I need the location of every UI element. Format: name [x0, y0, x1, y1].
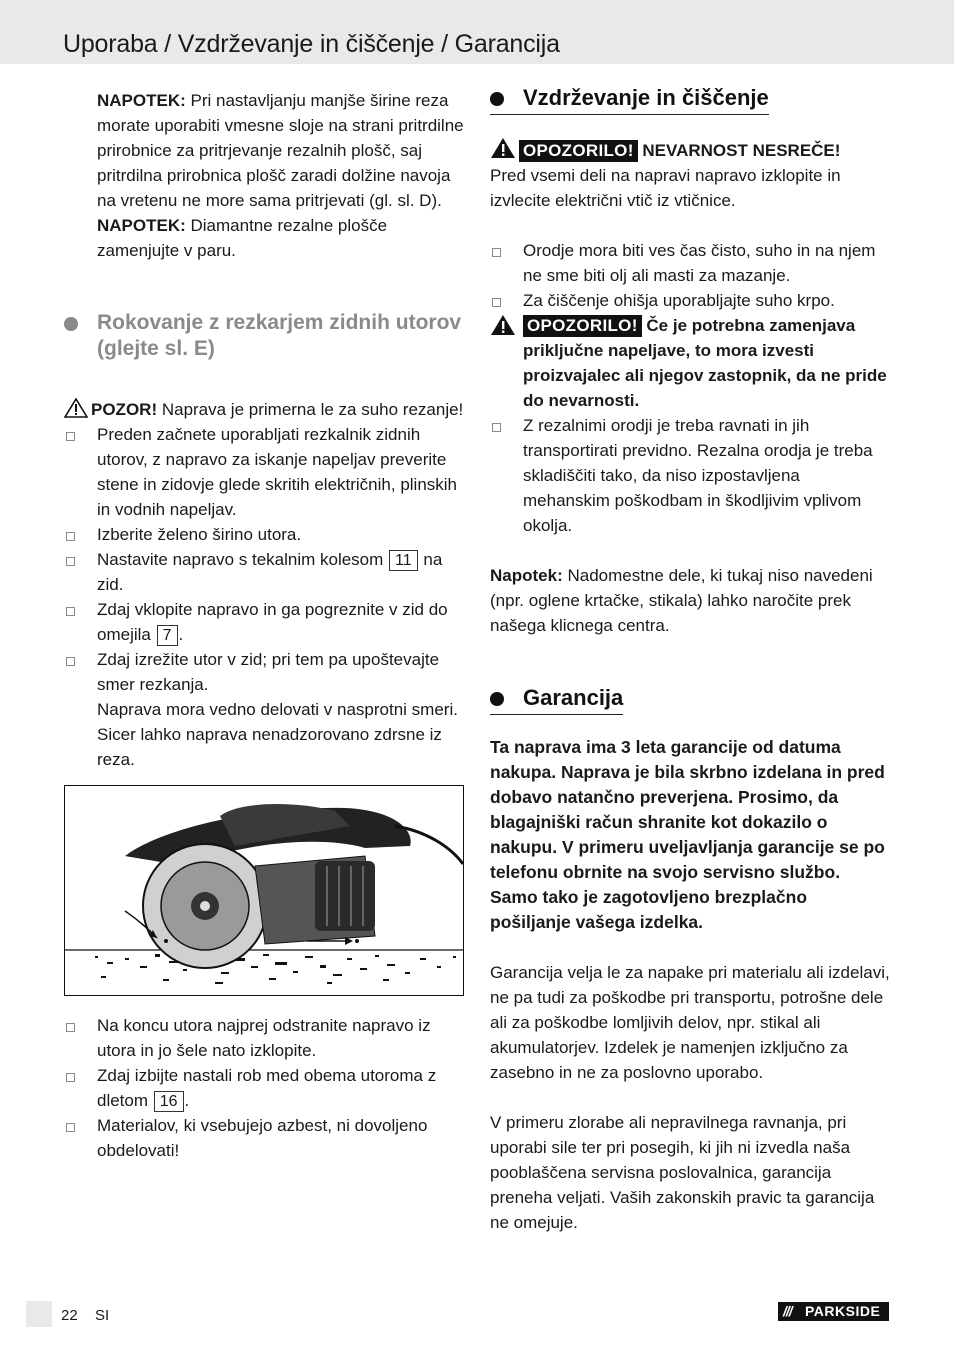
warning-text: Pred vsemi deli na napravi napravo izklopite in izvlecite električni vtič iz vtičnice. [490, 166, 841, 210]
parkside-logo [778, 1302, 889, 1321]
figure-wall-chaser-illustration [64, 785, 464, 996]
note-text: Diamantne rezalne plošče zamenjujte v paru. [97, 216, 388, 260]
section-heading-wall-chaser: Rokovanje z rezkarjem zidnih utorov (glejte sl. E) [64, 310, 464, 362]
section-heading-maintenance: Vzdrževanje in čiščenje [490, 84, 769, 115]
note-text: Nadomestne dele, ki tukaj niso navedeni (npr. oglene krtačke, stikala) lahko naročite prek našega klicnega centra. [490, 566, 873, 635]
language-code: SI [95, 1307, 110, 1324]
logo-text: PARKSIDE [805, 1303, 881, 1319]
page-title: Uporaba / Vzdrževanje in čiščenje / Garancija [63, 30, 560, 58]
note-paragraph [64, 213, 464, 263]
note-label: NAPOTEK: [97, 216, 186, 235]
warranty-bold-paragraph [490, 735, 890, 935]
list-item-text: Zdaj vklopite napravo in ga pogreznite v zid do omejila [97, 600, 448, 644]
part-reference: 16 [154, 1091, 184, 1112]
footer-marker [26, 1301, 52, 1327]
list-item: Preden začnete uporabljati rezkalnik zidnih utorov, z napravo za iskanje napeljav preverite stene in zidovje glede skritih električnih, plinskih in vodnih napeljav. [64, 422, 464, 522]
note-text: Pri nastavljanju manjše širine reza morate uporabiti vmesne sloje na strani pritrdilne prirobnice za pritrjevanje rezalnih plošč, saj pritrdilna prirobnica plošč zaradi dolžine navoja na vretenu ne more sama pritrjevati (gl. sl. D). [97, 91, 464, 210]
wall-chaser-drawing [65, 786, 463, 995]
list-item [64, 547, 464, 597]
warning-filled-icon [490, 137, 516, 159]
warning-filled-icon [490, 314, 516, 336]
warranty-paragraph: Garancija velja le za napake pri materialu ali izdelavi, ne pa tudi za poškodbe pri transportu, potrošne dele ali za poškodbe lomljivih delov, npr. stikal ali akumulatorjev. Izdelek je namenjen izključno za zasebno in ne za poslovno uporabo. [490, 963, 890, 1082]
part-reference: 7 [157, 625, 178, 646]
list-item [64, 597, 464, 647]
section-heading-warranty: Garancija [490, 684, 623, 715]
warning-paragraph [490, 137, 890, 163]
warning-paragraph [490, 313, 890, 413]
note-paragraph [490, 563, 890, 638]
logo-stripes: /// [783, 1303, 792, 1319]
list-item-text: . [184, 1091, 190, 1110]
list-item: Na koncu utora najprej odstranite napravo iz utora in jo šele nato izklopite. [64, 1013, 464, 1063]
list-item: Materialov, ki vsebujejo azbest, ni dovoljeno obdelovati! [64, 1113, 464, 1163]
left-column [64, 88, 464, 772]
caution-label: POZOR! [91, 400, 158, 419]
list-item: Za čiščenje ohišja uporabljajte suho krpo. [490, 288, 890, 313]
list-item-text: Zdaj izbijte nastali rob med obema utoroma z dletom [97, 1066, 437, 1110]
list-item: Izberite želeno širino utora. [64, 522, 464, 547]
list-item [64, 1063, 464, 1113]
warning-label: OPOZORILO! [523, 315, 642, 337]
list-item: Z rezalnimi orodji je treba ravnati in jih transportirati previdno. Rezalna orodja je treba skladiščiti tako, da niso izpostavljena mehanskim poškodbam in škodljivim vplivom okolja. [490, 413, 890, 538]
warning-outline-icon [64, 398, 88, 418]
list-item-text: Nastavite napravo s tekalnim kolesom [97, 550, 389, 569]
note-paragraph [64, 88, 464, 213]
warranty-paragraph: V primeru zlorabe ali nepravilnega ravnanja, pri uporabi sile ter pri posegih, ki jih ni izvedla naša pooblaščena servisna poslovalnica, garancija preneha veljati. Vaših zakonskih pravic ta garancija ne omejuje. [490, 1113, 875, 1232]
note-label: NAPOTEK: [97, 91, 186, 110]
page-header [0, 0, 954, 64]
list-item: Zdaj izrežite utor v zid; pri tem pa upoštevajte smer rezkanja. [64, 647, 464, 697]
warning-heading: NEVARNOST NESREČE! [637, 141, 841, 160]
warning-text: Če je potrebna zamenjava priključne napeljave, to mora izvesti proizvajalec ali njegov zastopnik, da ne pride do nevarnosti. [523, 316, 887, 410]
page-number: 22 [61, 1307, 78, 1324]
caution-paragraph [64, 397, 464, 422]
right-column [490, 84, 890, 1235]
left-column-lower [64, 1013, 464, 1163]
list-item-continuation: Naprava mora vedno delovati v nasprotni smeri. Sicer lahko naprava nenadzorovano zdrsne iz reza. [97, 700, 458, 769]
list-item-text: . [178, 625, 184, 644]
warranty-bold-text: Ta naprava ima 3 leta garancije od datuma nakupa. Naprava je bila skrbno izdelana in pred dobavo natančno preverjena. Prosimo, da blagajniški račun shranite kot dokazilo o nakupu. V primeru uveljavljanja garancije se po telefonu obrnite na svojo servisno službo. Samo tako je zagotovljeno brezplačno pošiljanje vašega izdelka. [490, 737, 885, 932]
list-item-text: na zid. [97, 550, 443, 594]
part-reference: 11 [389, 550, 418, 571]
warning-label: OPOZORILO! [519, 140, 638, 162]
list-item: Orodje mora biti ves čas čisto, suho in na njem ne sme biti olj ali masti za mazanje. [490, 238, 890, 288]
caution-text: Naprava je primerna le za suho rezanje! [157, 400, 464, 419]
note-label: Napotek: [490, 566, 563, 585]
